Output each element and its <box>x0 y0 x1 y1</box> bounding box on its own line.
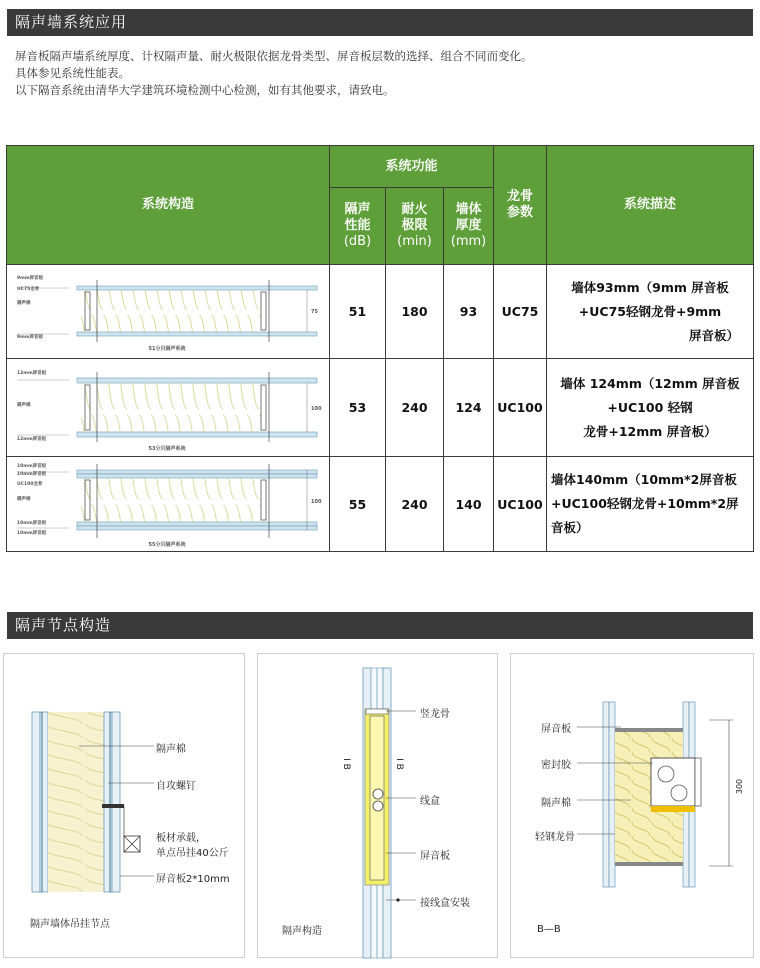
diagram-label: 10mm屏音板 <box>17 463 47 469</box>
diagram-label: 10mm屏音板 <box>17 530 47 536</box>
diagram-label: 9mm屏音板 <box>17 275 44 281</box>
label-board-2x10mm: 屏音板2*10mm <box>156 874 230 885</box>
cell-stud: UC75 <box>494 265 547 359</box>
diagram-label: 10mm屏音板 <box>17 471 47 477</box>
hanging-node-panel <box>3 653 245 958</box>
diagram-label: UC100龙骨 <box>17 481 43 487</box>
outlet-hole-icon <box>658 766 674 782</box>
cell-sound: 51 <box>330 265 386 359</box>
label-sealant: 密封胶 <box>541 760 571 771</box>
header-sound-insulation: 隔声 性能 (dB) <box>330 188 386 265</box>
diagram-label: 12mm屏音板 <box>17 436 47 442</box>
cell-stud: UC100 <box>494 359 547 457</box>
diagram-label: 9mm屏音板 <box>17 334 44 340</box>
section-bb-panel <box>510 653 754 958</box>
diagram-dimension: 100 <box>311 498 322 505</box>
cell-thickness: 140 <box>444 457 494 552</box>
header-construction: 系统构造 <box>7 146 330 265</box>
junction-box-icon <box>373 789 383 799</box>
intro-line-3: 以下隔音系统由清华大学建筑环境检测中心检测，如有其他要求，请致电。 <box>15 83 395 97</box>
diagram-label: 隔声棉 <box>17 300 31 306</box>
diagram-dimension: 100 <box>311 405 322 412</box>
cell-thickness: 124 <box>444 359 494 457</box>
diagram-caption: 51分贝隔声系统 <box>148 345 186 352</box>
section-title-node-construction: 隔声节点构造 <box>7 612 753 639</box>
diagram-caption: 55分贝隔声系统 <box>148 541 186 548</box>
cell-sound: 55 <box>330 457 386 552</box>
cell-description: 墙体140mm（10mm*2屏音板 +UC100轻钢龙骨+10mm*2屏 音板） <box>547 457 754 552</box>
intro-line-1: 屏音板隔声墙系统厚度、计权隔声量、耐火极限依据龙骨类型、屏音板层数的选择、组合不同而变化。 <box>15 49 533 63</box>
label-steel-stud: 轻钢龙骨 <box>535 832 575 843</box>
cell-sound: 53 <box>330 359 386 457</box>
table-row <box>7 265 754 359</box>
section-title-partition-system: 隔声墙系统应用 <box>7 9 753 36</box>
partition-construction-panel <box>257 653 498 958</box>
header-description: 系统描述 <box>547 146 754 265</box>
cell-fire: 180 <box>386 265 444 359</box>
header-system-function: 系统功能 <box>330 146 494 188</box>
cell-fire: 240 <box>386 457 444 552</box>
intro-text <box>15 48 735 99</box>
label-board: 屏音板 <box>420 851 450 862</box>
cell-description: 墙体93mm（9mm 屏音板 +UC75轻钢龙骨+9mm 屏音板） <box>547 265 754 359</box>
cell-fire: 240 <box>386 359 444 457</box>
hanging-node-drawing <box>4 654 246 959</box>
diagram-label: 12mm屏音板 <box>17 370 47 376</box>
system-performance-table <box>6 145 754 552</box>
diagram-dimension: 75 <box>311 308 318 315</box>
diagram-caption: 53分贝隔声系统 <box>148 445 186 452</box>
intro-line-2: 具体参见系统性能表。 <box>15 66 130 80</box>
label-board: 屏音板 <box>541 724 571 735</box>
label-single-point-load: 单点吊挂40公斤 <box>156 848 229 859</box>
section-mark-left: I B <box>340 758 351 770</box>
wall-section-drawing <box>7 360 328 456</box>
label-sound-wool: 隔声棉 <box>541 798 571 809</box>
table-row <box>7 457 754 552</box>
diagram-label: UC75龙骨 <box>17 286 40 292</box>
section-diagram-53db <box>7 359 330 457</box>
cell-description: 墙体 124mm（12mm 屏音板 +UC100 轻钢 龙骨+12mm 屏音板） <box>547 359 754 457</box>
panel1-caption: 隔声墙体吊挂节点 <box>30 919 110 930</box>
wall-section-drawing <box>7 266 328 358</box>
diagram-label: 隔声棉 <box>17 496 31 502</box>
partition-elevation-drawing <box>258 654 499 959</box>
cell-stud: UC100 <box>494 457 547 552</box>
label-junction-box: 线盒 <box>420 796 440 807</box>
label-self-tapping-screw: 自攻螺钉 <box>156 781 196 792</box>
label-vertical-stud: 竖龙骨 <box>420 709 450 720</box>
label-junction-box-install: 接线盒安装 <box>420 898 470 909</box>
panel2-caption: 隔声构造 <box>282 926 322 937</box>
section-diagram-55db <box>7 457 330 552</box>
diagram-label: 10mm屏音板 <box>17 520 47 526</box>
label-board-load: 板材承载， <box>156 833 206 844</box>
section-diagram-51db <box>7 265 330 359</box>
section-mark-right: I B <box>393 758 404 770</box>
header-wall-thickness: 墙体 厚度 (mm) <box>444 188 494 265</box>
table-row <box>7 359 754 457</box>
wall-section-drawing <box>7 458 328 551</box>
header-fire-rating: 耐火 极限 (min) <box>386 188 444 265</box>
cell-thickness: 93 <box>444 265 494 359</box>
header-stud: 龙骨 参数 <box>494 146 547 265</box>
panel3-caption: B—B <box>537 924 561 935</box>
label-sound-wool: 隔声棉 <box>156 744 186 755</box>
diagram-label: 隔声棉 <box>17 402 31 408</box>
dimension-300: 300 <box>735 778 745 795</box>
